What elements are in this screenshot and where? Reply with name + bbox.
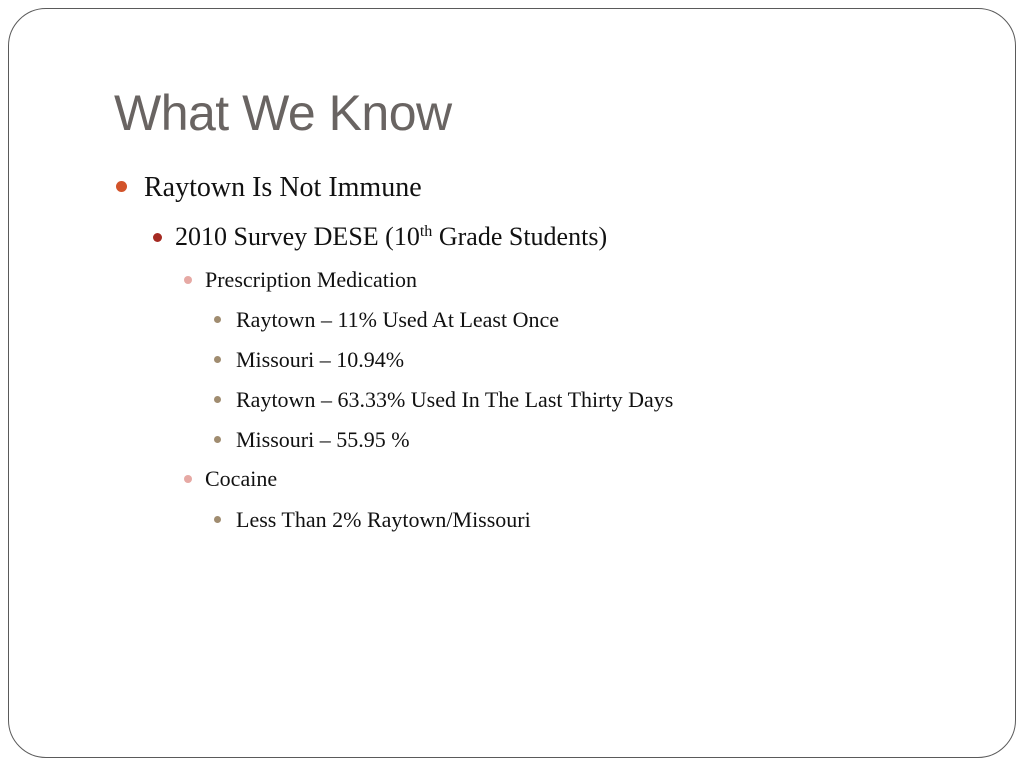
bullet-dot [214,396,221,403]
bullet-level1-raytown-not-immune: Raytown Is Not Immune [144,172,422,203]
bullet-level4-raytown-once: Raytown – 11% Used At Least Once [236,307,560,332]
bullet-dot [153,233,162,242]
slide-title: What We Know [114,85,452,141]
bullet-level3-prescription-medication: Prescription Medication [205,267,418,292]
bullet-dot [184,276,192,284]
bullet-level4-missouri-thirty-days: Missouri – 55.95 % [236,427,410,452]
bullet-level4-missouri-once: Missouri – 10.94% [236,347,405,372]
bullet-dot [214,356,221,363]
bullet-dot [214,436,221,443]
bullet-dot [214,516,221,523]
bullet-dot [214,316,221,323]
bullet-level4-raytown-thirty-days: Raytown – 63.33% Used In The Last Thirty Days [236,387,674,412]
bullet-level2-survey-dese [175,222,607,252]
bullet-dot [116,181,127,192]
survey-text-end: Grade Students) [432,222,608,251]
survey-superscript: th [419,223,433,241]
bullet-level3-cocaine: Cocaine [205,466,278,491]
bullet-level4-cocaine-less-than: Less Than 2% Raytown/Missouri [236,507,531,532]
survey-text-start: 2010 Survey DESE (10 [175,222,420,251]
bullet-dot [184,475,192,483]
